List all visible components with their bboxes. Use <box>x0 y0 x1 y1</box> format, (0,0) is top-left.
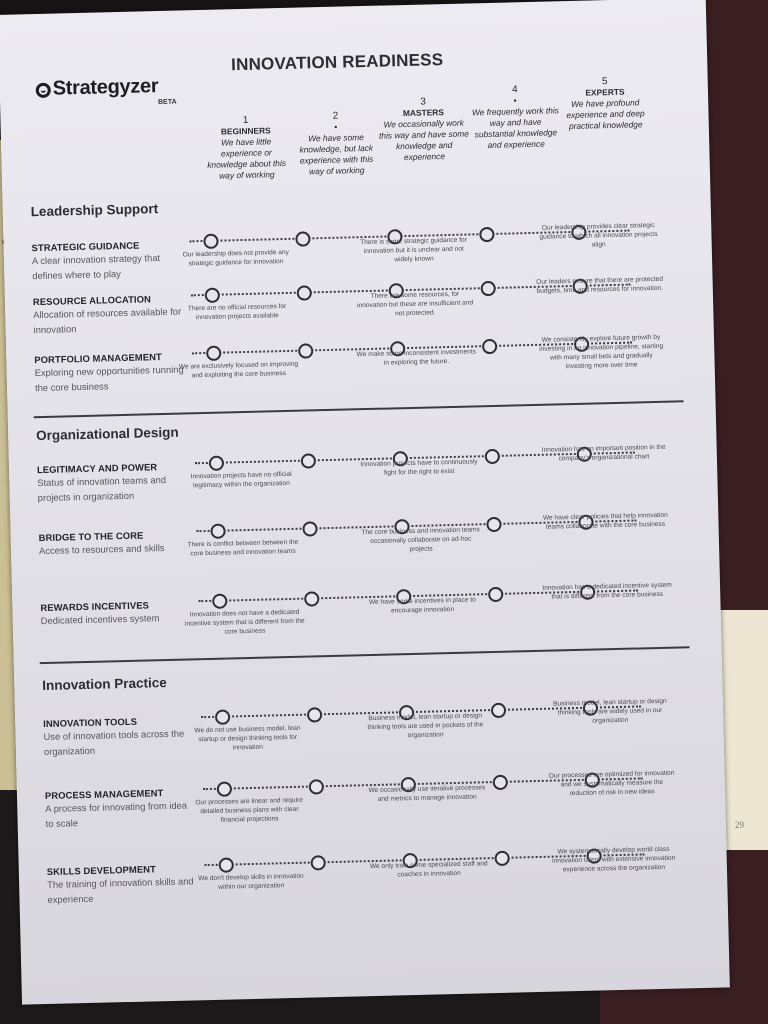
level-5-description: Innovation has a dedicated incentive system that is different from the core business <box>542 581 672 601</box>
rating-option-2[interactable] <box>301 453 316 468</box>
brand-logo <box>35 75 158 101</box>
criterion-title: INNOVATION TOOLS <box>43 715 138 730</box>
level-header-2 <box>290 110 382 178</box>
rating-option-4[interactable] <box>488 587 503 602</box>
level-header-3 <box>378 95 470 163</box>
level-3-description: There are some resources, for innovation but these are insufficient and not protected. <box>356 290 474 318</box>
level-name: BEGINNERS <box>220 125 271 137</box>
criterion-description: The training of innovation skills and experience <box>47 875 194 905</box>
criterion-description: Allocation of resources available for innovation <box>33 305 182 336</box>
rating-option-2[interactable] <box>311 855 326 870</box>
level-description: We have some knowledge, but lack experience with this way of working <box>299 132 374 177</box>
level-5-description: We systematically develop world class innovation talent with extensive innovation experience across the organization <box>552 845 676 874</box>
strategyzer-logo-icon <box>36 83 51 98</box>
level-1-description: There is conflict between between the core business and innovation teams <box>187 538 299 558</box>
level-3-description: We only train some specialized staff and coaches in innovation <box>369 860 488 879</box>
level-header-5 <box>560 75 651 132</box>
rating-option-2[interactable] <box>297 285 312 300</box>
level-1-description: There are no official resources for innovation projects available <box>187 302 287 322</box>
rating-option-2[interactable] <box>307 707 322 722</box>
section-title: Innovation Practice <box>42 675 167 694</box>
rating-option-1[interactable] <box>210 524 225 539</box>
criterion-title: PROCESS MANAGEMENT <box>44 787 164 802</box>
section-divider <box>40 646 690 663</box>
level-1-description: Innovation projects have no official legitimacy within the organization <box>190 470 292 490</box>
level-number: 3 <box>420 96 427 108</box>
section-title: Organizational Design <box>35 424 179 444</box>
criterion-title: REWARDS INCENTIVES <box>40 599 150 614</box>
rating-option-1[interactable] <box>205 288 220 303</box>
rating-option-2[interactable] <box>302 521 317 536</box>
criterion-title: SKILLS DEVELOPMENT <box>46 863 157 878</box>
level-number: 2 <box>332 110 339 122</box>
level-number: 1 <box>242 114 249 126</box>
criterion-description: A clear innovation strategy that defines where to play <box>31 252 161 282</box>
level-1-description: We don't develop skills in innovation within our organization <box>198 872 304 891</box>
level-header-4 <box>470 83 562 151</box>
section-title: Leadership Support <box>30 201 159 220</box>
level-5-description: We consistently explore future growth by investing in an innovation pipeline, starting with many small bets and gradually investing more over time <box>539 333 664 371</box>
level-3-description: Innovation projects have to continuously fight for the right to exist <box>360 458 478 477</box>
brand-name: Strategyzer <box>52 75 159 100</box>
rating-option-1[interactable] <box>217 781 232 796</box>
criterion-title: PORTFOLIO MANAGEMENT <box>34 351 162 366</box>
level-3-description: We make some inconsistent investments in exploring the future. <box>356 348 477 367</box>
level-5-description: Our processes are optimized for innovation and we systematically measure the reduction of risk in new ideas <box>548 769 675 798</box>
level-3-description: We occasionally use iterative processes and metrics to manage innovation <box>368 784 486 803</box>
rating-option-4[interactable] <box>491 703 506 718</box>
rating-option-2[interactable] <box>295 231 310 246</box>
rating-option-2[interactable] <box>309 779 324 794</box>
rating-option-2[interactable] <box>298 343 313 358</box>
criterion-description: Use of innovation tools across the organization <box>43 727 185 758</box>
rating-option-1[interactable] <box>215 709 230 724</box>
level-3-description: The core business and innovation teams occasionally collaborate on ad-hoc projects <box>361 526 480 554</box>
level-description: We frequently work this way and have substantial knowledge and experience <box>471 105 559 151</box>
rating-option-1[interactable] <box>203 234 218 249</box>
level-5-description: We have clear policies that help innovation teams collaborate with the core business <box>542 511 668 531</box>
criterion-title: STRATEGIC GUIDANCE <box>31 239 140 254</box>
level-1-description: Innovation does not have a dedicated incentive system that is different from the core business <box>184 608 305 636</box>
level-name: • <box>334 121 338 132</box>
rating-option-2[interactable] <box>304 591 319 606</box>
criterion-description: Status of innovation teams and projects in organization <box>37 473 167 504</box>
rating-option-4[interactable] <box>482 339 497 354</box>
criterion-description: Dedicated incentives system <box>40 612 160 627</box>
section-divider <box>34 400 684 417</box>
rating-option-1[interactable] <box>219 857 234 872</box>
beta-badge: BETA <box>157 98 177 107</box>
level-3-description: Business model, lean startup or design thinking tools are used in pockets of the organization <box>367 712 484 740</box>
page-title: INNOVATION READINESS <box>230 50 444 75</box>
criterion-title: BRIDGE TO THE CORE <box>38 529 144 544</box>
rating-option-1[interactable] <box>209 456 224 471</box>
level-5-description: Our leadership provides clear strategic guidance to which all innovation projects align <box>539 221 658 249</box>
level-3-description: We have some incentives in place to encourage innovation <box>368 596 476 615</box>
level-name: EXPERTS <box>585 86 625 98</box>
level-description: We have little experience or knowledge about this way of working <box>207 136 287 181</box>
level-description: We have profound experience and deep practical knowledge <box>566 97 645 132</box>
level-header-1 <box>200 114 292 182</box>
page-number: 29 <box>735 820 744 830</box>
level-5-description: Innovation has an important position in the company's organizational chart <box>541 443 666 463</box>
rating-option-4[interactable] <box>485 449 500 464</box>
level-name: MASTERS <box>402 107 444 119</box>
rating-option-4[interactable] <box>486 517 501 532</box>
level-1-description: Our processes are linear and require detailed business plans with clear financial projections <box>195 796 303 824</box>
level-5-description: Business model, lean startup or design thinking tools are widely used in our organization <box>552 697 667 725</box>
level-number: 4 <box>511 84 518 96</box>
level-name: • <box>513 95 517 106</box>
level-3-description: There is some strategic guidance for innovation but it is unclear and not widely known <box>360 236 467 264</box>
level-5-description: Our leaders ensure that there are protected budgets, time and resources for innovation. <box>536 275 664 295</box>
level-number: 5 <box>601 76 608 88</box>
rating-option-1[interactable] <box>206 346 221 361</box>
rating-option-1[interactable] <box>212 594 227 609</box>
rating-option-4[interactable] <box>481 281 496 296</box>
level-1-description: We do not use business model, lean startup or design thinking tools for innovation <box>194 724 301 752</box>
criterion-description: Access to resources and skills <box>38 542 165 557</box>
criterion-title: RESOURCE ALLOCATION <box>32 293 152 308</box>
rating-option-4[interactable] <box>479 227 494 242</box>
rating-option-4[interactable] <box>494 851 509 866</box>
rating-option-4[interactable] <box>493 775 508 790</box>
criterion-description: Exploring new opportunities running the core business <box>34 363 184 394</box>
criterion-description: A process for innovating from idea to scale <box>45 799 188 830</box>
level-description: We occasionally work this way and have some knowledge and experience <box>378 117 469 163</box>
level-1-description: Our leadership does not provide any strategic guidance for innovation <box>182 248 290 268</box>
criterion-title: LEGITIMACY AND POWER <box>36 461 158 476</box>
level-1-description: We are exclusively focused on improving and exploiting the core business <box>178 360 299 380</box>
